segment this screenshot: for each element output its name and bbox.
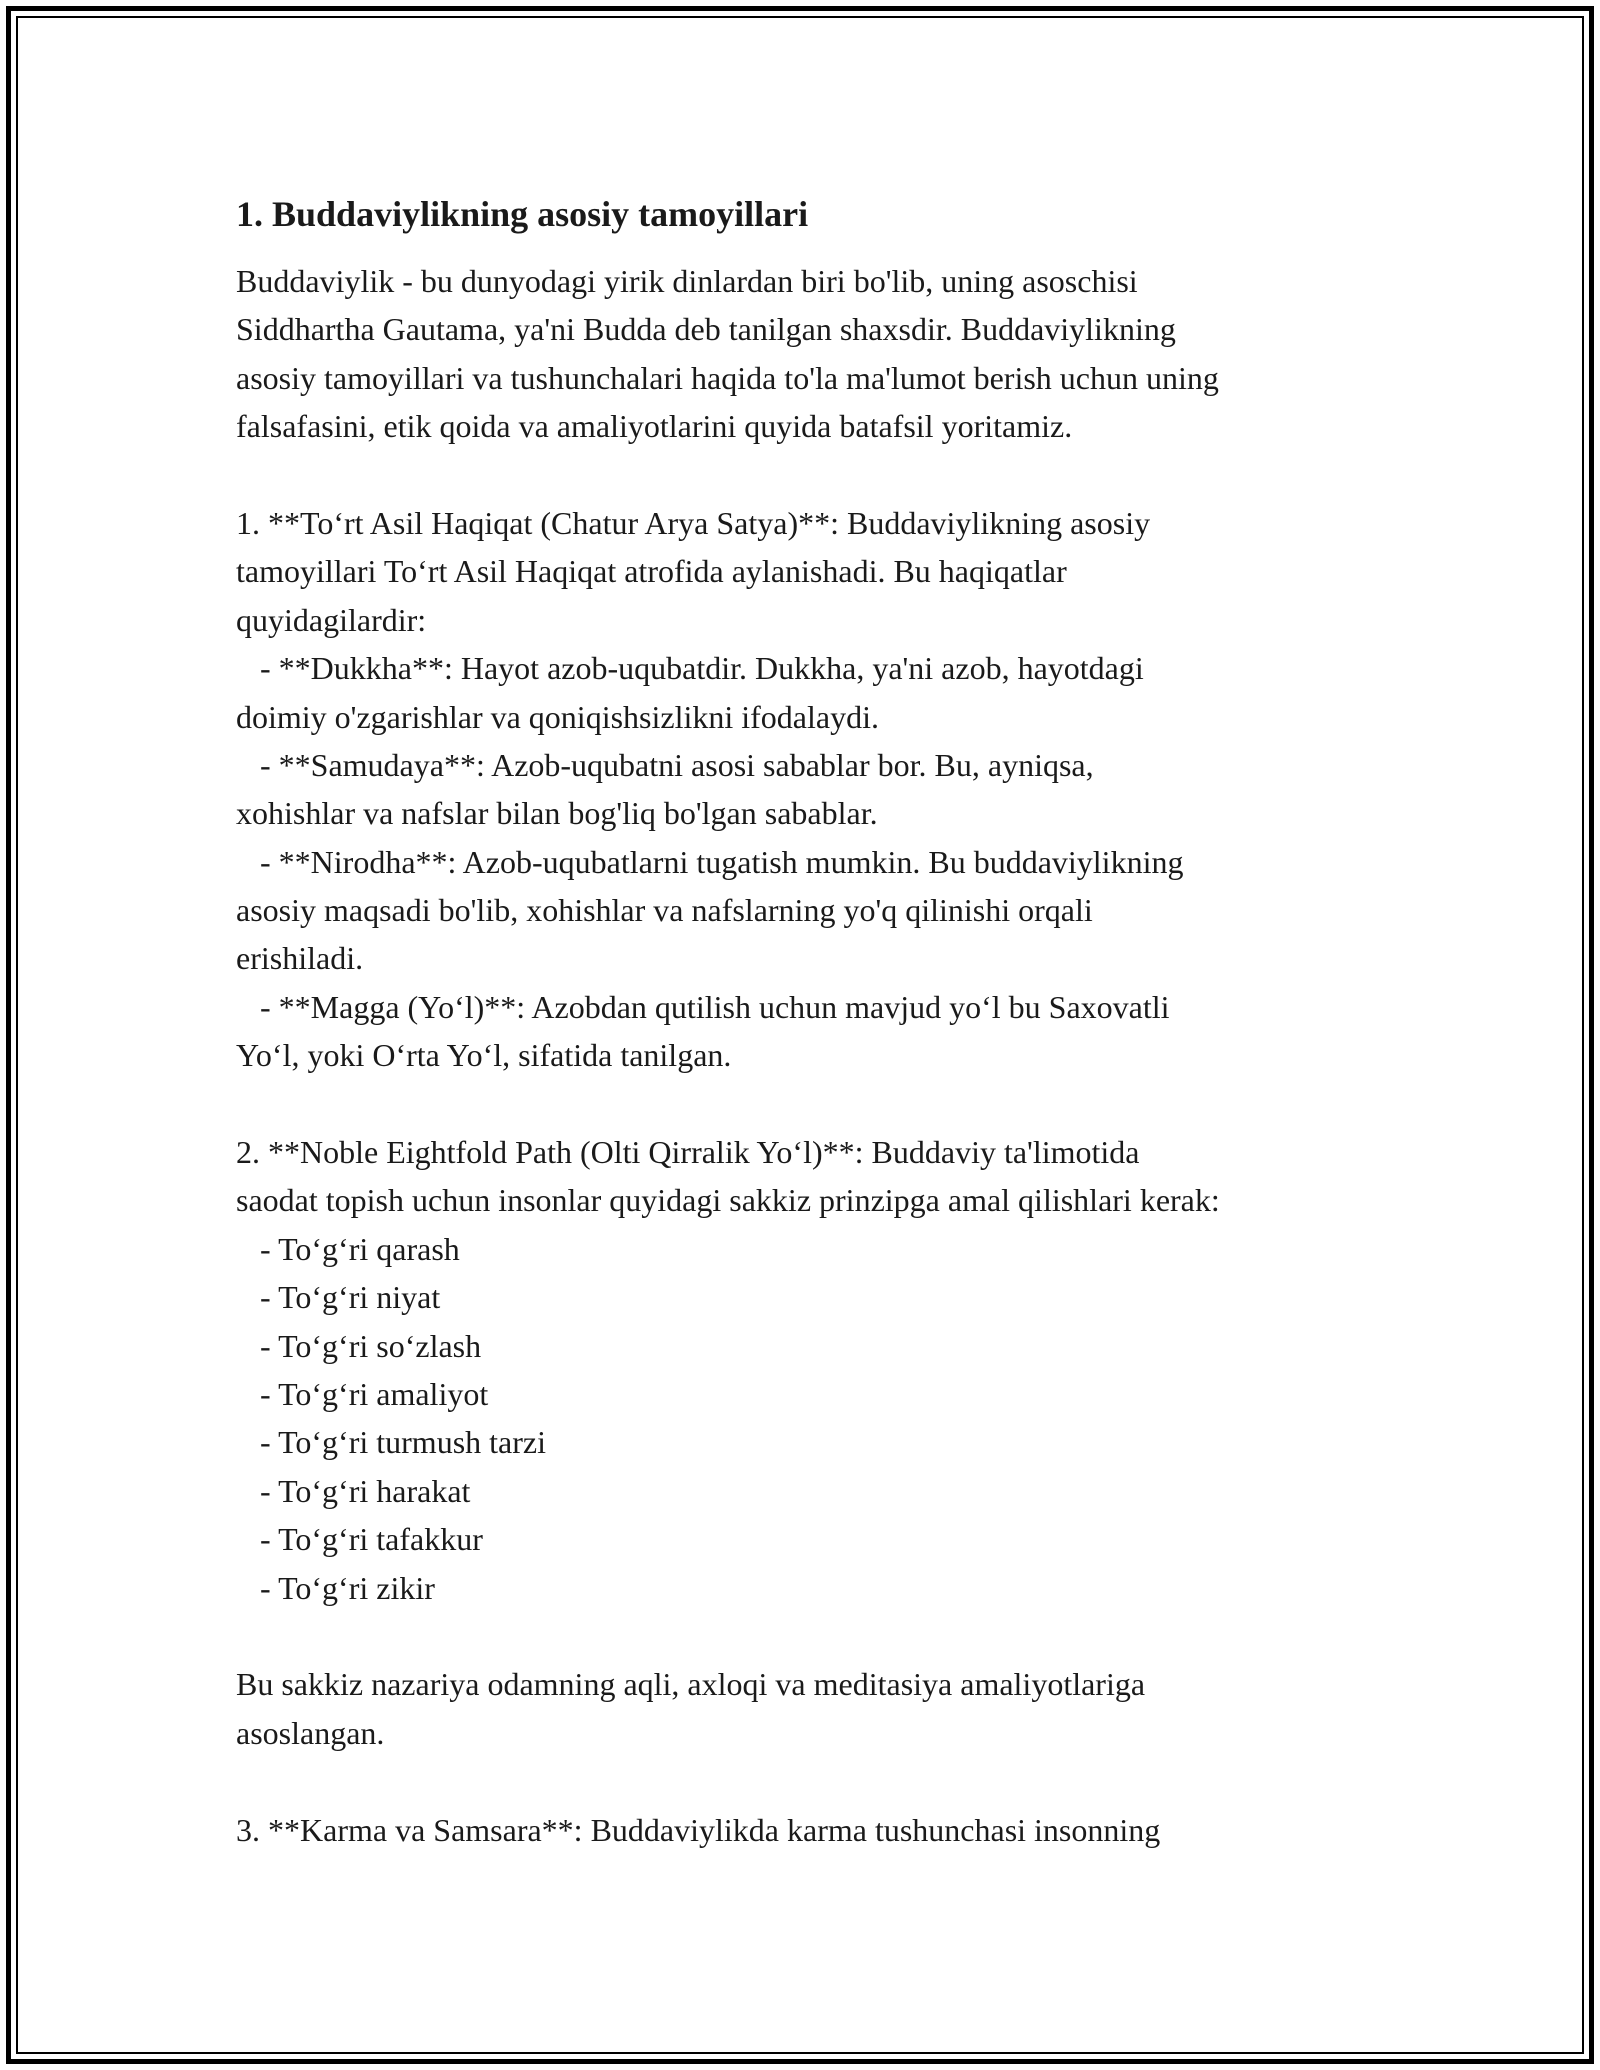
text-line: - **Nirodha**: Azob-uqubatlarni tugatish mumkin. Bu buddaviylikning bbox=[236, 843, 1184, 880]
text-line: - **Samudaya**: Azob-uqubatni asosi sabablar bor. Bu, ayniqsa, bbox=[236, 746, 1094, 783]
text-line: Yoʻl, yoki Oʻrta Yoʻl, sifatida tanilgan. bbox=[236, 1037, 732, 1074]
text-line: - Toʻgʻri turmush tarzi bbox=[236, 1424, 546, 1461]
text-line: doimiy o'zgarishlar va qoniqishsizlikni ifodalaydi. bbox=[236, 698, 879, 735]
document-body bbox=[236, 257, 1376, 1854]
text-line: quyidagilardir: bbox=[236, 601, 427, 638]
blank-line bbox=[236, 1757, 1376, 1805]
section-heading: 1. Buddaviylikning asosiy tamoyillari bbox=[236, 194, 809, 234]
text-line: falsafasini, etik qoida va amaliyotlarini quyida batafsil yoritamiz. bbox=[236, 408, 1073, 445]
text-line: - Toʻgʻri tafakkur bbox=[236, 1521, 483, 1558]
blank-line bbox=[236, 1080, 1376, 1128]
text-line: erishiladi. bbox=[236, 940, 364, 977]
text-line: xohishlar va nafslar bilan bog'liq bo'lgan sabablar. bbox=[236, 795, 878, 832]
text-line: - Toʻgʻri zikir bbox=[236, 1569, 435, 1606]
text-line: 3. **Karma va Samsara**: Buddaviylikda karma tushunchasi insonning bbox=[236, 1811, 1161, 1848]
blank-line bbox=[236, 451, 1376, 499]
text-line: - **Dukkha**: Hayot azob-uqubatdir. Dukkha, ya'ni azob, hayotdagi bbox=[236, 650, 1144, 687]
text-line: - Toʻgʻri qarash bbox=[236, 1230, 460, 1267]
text-line: asosiy maqsadi bo'lib, xohishlar va nafslarning yo'q qilinishi orqali bbox=[236, 892, 1093, 929]
text-line: saodat topish uchun insonlar quyidagi sakkiz prinzipga amal qilishlari kerak: bbox=[236, 1182, 1220, 1219]
text-line: - Toʻgʻri harakat bbox=[236, 1472, 471, 1509]
text-line: asosiy tamoyillari va tushunchalari haqida to'la ma'lumot berish uchun uning bbox=[236, 359, 1219, 396]
text-line: - Toʻgʻri niyat bbox=[236, 1279, 441, 1316]
text-line: 2. **Noble Eightfold Path (Olti Qirralik Yoʻl)**: Buddaviy ta'limotida bbox=[236, 1134, 1140, 1171]
text-line: Siddhartha Gautama, ya'ni Budda deb tanilgan shaxsdir. Buddaviylikning bbox=[236, 311, 1176, 348]
text-line: - Toʻgʻri amaliyot bbox=[236, 1375, 489, 1412]
text-line: asoslangan. bbox=[236, 1714, 385, 1751]
text-line: - **Magga (Yoʻl)**: Azobdan qutilish uchun mavjud yoʻl bu Saxovatli bbox=[236, 988, 1170, 1025]
text-line: - Toʻgʻri soʻzlash bbox=[236, 1327, 482, 1364]
text-line: Buddaviylik - bu dunyodagi yirik dinlardan biri bo'lib, uning asoschisi bbox=[236, 263, 1138, 299]
text-line: Bu sakkiz nazariya odamning aqli, axloqi va meditasiya amaliyotlariga bbox=[236, 1666, 1146, 1703]
document-page bbox=[236, 188, 1376, 1854]
text-line: tamoyillari Toʻrt Asil Haqiqat atrofida aylanishadi. Bu haqiqatlar bbox=[236, 553, 1067, 590]
blank-line bbox=[236, 1612, 1376, 1660]
text-line: 1. **Toʻrt Asil Haqiqat (Chatur Arya Satya)**: Buddaviylikning asosiy bbox=[236, 504, 1151, 541]
